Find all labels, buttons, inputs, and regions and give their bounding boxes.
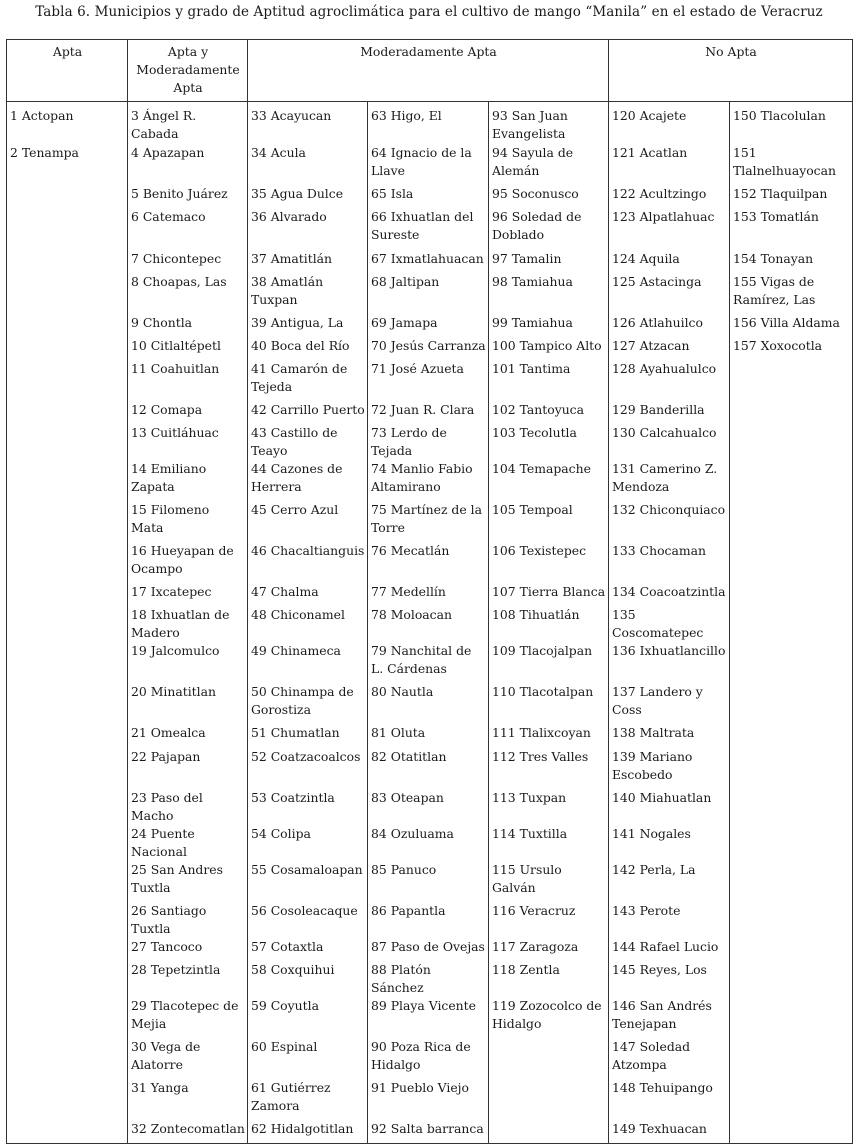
cell-moderada-3: 94 Sayula de Alemán	[489, 144, 609, 185]
cell-moderada-1: 41 Camarón de Tejeda	[248, 360, 368, 401]
table-row	[7, 861, 853, 902]
cell-no-apta-1: 144 Rafael Lucio	[609, 938, 730, 961]
table-row	[7, 102, 853, 144]
table-row	[7, 360, 853, 401]
table-row	[7, 185, 853, 208]
cell-no-apta-1: 122 Acultzingo	[609, 185, 730, 208]
cell-moderada-3: 117 Zaragoza	[489, 938, 609, 961]
cell-no-apta-1: 137 Landero y Coss	[609, 683, 730, 724]
cell-apta	[7, 789, 128, 825]
cell-no-apta-2: 151 Tlalnelhuayocan	[730, 144, 853, 185]
cell-moderada-1: 38 Amatlán Tuxpan	[248, 273, 368, 314]
header-no-apta: No Apta	[609, 40, 853, 102]
cell-moderada-1: 37 Amatitlán	[248, 250, 368, 273]
cell-no-apta-1: 135 Coscomatepec	[609, 606, 730, 642]
cell-moderada-3: 114 Tuxtilla	[489, 825, 609, 861]
cell-moderada-3: 107 Tierra Blanca	[489, 583, 609, 606]
cell-no-apta-1: 120 Acajete	[609, 102, 730, 144]
table-row	[7, 1120, 853, 1144]
table-caption: Tabla 6. Municipios y grado de Aptitud agroclimática para el cultivo de mango “Manila” en el estado de Veracruz	[35, 4, 823, 20]
cell-apta	[7, 208, 128, 250]
cell-moderada-1: 56 Cosoleacaque	[248, 902, 368, 938]
cell-apta	[7, 401, 128, 424]
cell-moderada-3: 112 Tres Valles	[489, 748, 609, 789]
cell-no-apta-2: 155 Vigas de Ramírez, Las	[730, 273, 853, 314]
cell-no-apta-1: 147 Soledad Atzompa	[609, 1038, 730, 1079]
cell-apta	[7, 360, 128, 401]
cell-moderada-1: 33 Acayucan	[248, 102, 368, 144]
cell-apta-moderada: 20 Minatitlan	[128, 683, 248, 724]
cell-moderada-2: 72 Juan R. Clara	[368, 401, 489, 424]
cell-moderada-3: 98 Tamiahua	[489, 273, 609, 314]
cell-moderada-2: 64 Ignacio de la Llave	[368, 144, 489, 185]
cell-moderada-3: 119 Zozocolco de Hidalgo	[489, 997, 609, 1038]
cell-moderada-3: 103 Tecolutla	[489, 424, 609, 460]
cell-no-apta-1: 130 Calcahualco	[609, 424, 730, 460]
cell-moderada-3: 95 Soconusco	[489, 185, 609, 208]
cell-moderada-1: 59 Coyutla	[248, 997, 368, 1038]
cell-apta	[7, 583, 128, 606]
cell-apta-moderada: 15 Filomeno Mata	[128, 501, 248, 542]
cell-apta	[7, 961, 128, 997]
cell-moderada-3: 99 Tamiahua	[489, 314, 609, 337]
cell-moderada-3: 118 Zentla	[489, 961, 609, 997]
cell-moderada-2: 63 Higo, El	[368, 102, 489, 144]
cell-no-apta-2	[730, 1038, 853, 1079]
cell-apta-moderada: 4 Apazapan	[128, 144, 248, 185]
cell-moderada-3	[489, 1038, 609, 1079]
table-row	[7, 825, 853, 861]
cell-moderada-1: 48 Chiconamel	[248, 606, 368, 642]
table-row	[7, 1079, 853, 1120]
cell-moderada-1: 57 Cotaxtla	[248, 938, 368, 961]
cell-apta	[7, 748, 128, 789]
cell-no-apta-1: 128 Ayahualulco	[609, 360, 730, 401]
cell-no-apta-2: 156 Villa Aldama	[730, 314, 853, 337]
cell-moderada-2: 92 Salta barranca	[368, 1120, 489, 1144]
cell-apta	[7, 902, 128, 938]
table-row	[7, 683, 853, 724]
cell-no-apta-1: 142 Perla, La	[609, 861, 730, 902]
cell-moderada-2: 67 Ixmatlahuacan	[368, 250, 489, 273]
cell-apta-moderada: 25 San Andres Tuxtla	[128, 861, 248, 902]
cell-moderada-3: 101 Tantima	[489, 360, 609, 401]
cell-moderada-2: 79 Nanchital de L. Cárdenas	[368, 642, 489, 683]
cell-moderada-2: 74 Manlio Fabio Altamirano	[368, 460, 489, 501]
cell-apta	[7, 606, 128, 642]
cell-moderada-1: 45 Cerro Azul	[248, 501, 368, 542]
cell-apta-moderada: 32 Zontecomatlan	[128, 1120, 248, 1144]
cell-apta-moderada: 19 Jalcomulco	[128, 642, 248, 683]
cell-no-apta-2	[730, 938, 853, 961]
cell-apta	[7, 825, 128, 861]
cell-moderada-1: 52 Coatzacoalcos	[248, 748, 368, 789]
cell-apta-moderada: 6 Catemaco	[128, 208, 248, 250]
table-row	[7, 938, 853, 961]
cell-moderada-2: 71 José Azueta	[368, 360, 489, 401]
table-row	[7, 902, 853, 938]
table-row	[7, 789, 853, 825]
cell-apta-moderada: 30 Vega de Alatorre	[128, 1038, 248, 1079]
cell-moderada-2: 80 Nautla	[368, 683, 489, 724]
cell-no-apta-2	[730, 642, 853, 683]
cell-no-apta-1: 132 Chiconquiaco	[609, 501, 730, 542]
cell-no-apta-1: 126 Atlahuilco	[609, 314, 730, 337]
cell-apta-moderada: 28 Tepetzintla	[128, 961, 248, 997]
cell-apta-moderada: 5 Benito Juárez	[128, 185, 248, 208]
cell-no-apta-2: 152 Tlaquilpan	[730, 185, 853, 208]
cell-moderada-3: 109 Tlacojalpan	[489, 642, 609, 683]
cell-moderada-3: 104 Temapache	[489, 460, 609, 501]
table-row	[7, 460, 853, 501]
cell-moderada-2: 90 Poza Rica de Hidalgo	[368, 1038, 489, 1079]
table-row	[7, 724, 853, 748]
cell-no-apta-1: 121 Acatlan	[609, 144, 730, 185]
cell-moderada-3: 97 Tamalin	[489, 250, 609, 273]
cell-no-apta-2	[730, 825, 853, 861]
cell-apta-moderada: 14 Emiliano Zapata	[128, 460, 248, 501]
cell-moderada-3: 96 Soledad de Doblado	[489, 208, 609, 250]
cell-no-apta-2	[730, 460, 853, 501]
table-row	[7, 583, 853, 606]
header-apta-moderada: Apta y Moderadamente Apta	[128, 40, 248, 102]
cell-apta-moderada: 18 Ixhuatlan de Madero	[128, 606, 248, 642]
cell-apta	[7, 273, 128, 314]
cell-apta	[7, 1038, 128, 1079]
cell-no-apta-1: 138 Maltrata	[609, 724, 730, 748]
cell-no-apta-2	[730, 902, 853, 938]
cell-moderada-1: 53 Coatzintla	[248, 789, 368, 825]
cell-no-apta-2	[730, 961, 853, 997]
cell-moderada-3: 113 Tuxpan	[489, 789, 609, 825]
cell-apta	[7, 250, 128, 273]
cell-moderada-1: 43 Castillo de Teayo	[248, 424, 368, 460]
cell-no-apta-1: 129 Banderilla	[609, 401, 730, 424]
cell-apta	[7, 501, 128, 542]
table-row	[7, 337, 853, 360]
cell-no-apta-2	[730, 542, 853, 583]
table-row	[7, 273, 853, 314]
header-moderadamente-apta: Moderadamente Apta	[248, 40, 609, 102]
cell-apta-moderada: 16 Hueyapan de Ocampo	[128, 542, 248, 583]
cell-moderada-2: 77 Medellín	[368, 583, 489, 606]
cell-no-apta-2: 154 Tonayan	[730, 250, 853, 273]
cell-moderada-2: 87 Paso de Ovejas	[368, 938, 489, 961]
cell-apta	[7, 724, 128, 748]
cell-moderada-2: 81 Oluta	[368, 724, 489, 748]
table-body	[7, 102, 853, 1144]
cell-no-apta-2	[730, 861, 853, 902]
cell-apta: 2 Tenampa	[7, 144, 128, 185]
cell-moderada-2: 91 Pueblo Viejo	[368, 1079, 489, 1120]
cell-no-apta-1: 139 Mariano Escobedo	[609, 748, 730, 789]
cell-moderada-1: 54 Colipa	[248, 825, 368, 861]
cell-no-apta-2	[730, 748, 853, 789]
cell-no-apta-2	[730, 1120, 853, 1144]
cell-moderada-1: 49 Chinameca	[248, 642, 368, 683]
cell-apta-moderada: 17 Ixcatepec	[128, 583, 248, 606]
cell-moderada-1: 36 Alvarado	[248, 208, 368, 250]
cell-no-apta-2: 157 Xoxocotla	[730, 337, 853, 360]
table-row	[7, 314, 853, 337]
cell-apta-moderada: 10 Citlaltépetl	[128, 337, 248, 360]
table-row	[7, 642, 853, 683]
cell-no-apta-2	[730, 683, 853, 724]
cell-apta	[7, 424, 128, 460]
table-row	[7, 250, 853, 273]
cell-no-apta-2	[730, 501, 853, 542]
table-row	[7, 1038, 853, 1079]
cell-moderada-3: 106 Texistepec	[489, 542, 609, 583]
cell-apta	[7, 683, 128, 724]
cell-apta-moderada: 23 Paso del Macho	[128, 789, 248, 825]
cell-no-apta-1: 131 Camerino Z. Mendoza	[609, 460, 730, 501]
cell-apta-moderada: 9 Chontla	[128, 314, 248, 337]
cell-no-apta-2	[730, 1079, 853, 1120]
cell-moderada-2: 68 Jaltipan	[368, 273, 489, 314]
cell-moderada-3: 111 Tlalixcoyan	[489, 724, 609, 748]
cell-moderada-2: 65 Isla	[368, 185, 489, 208]
cell-no-apta-2	[730, 789, 853, 825]
cell-apta	[7, 938, 128, 961]
cell-no-apta-2	[730, 360, 853, 401]
cell-no-apta-2: 153 Tomatlán	[730, 208, 853, 250]
table-row	[7, 542, 853, 583]
cell-moderada-2: 85 Panuco	[368, 861, 489, 902]
cell-apta	[7, 185, 128, 208]
cell-apta-moderada: 24 Puente Nacional	[128, 825, 248, 861]
municipios-table	[6, 39, 853, 1144]
cell-moderada-2: 82 Otatitlan	[368, 748, 489, 789]
cell-apta	[7, 314, 128, 337]
cell-moderada-3: 110 Tlacotalpan	[489, 683, 609, 724]
cell-apta-moderada: 3 Ángel R. Cabada	[128, 102, 248, 144]
cell-apta-moderada: 12 Comapa	[128, 401, 248, 424]
cell-apta	[7, 997, 128, 1038]
cell-moderada-2: 75 Martínez de la Torre	[368, 501, 489, 542]
cell-moderada-1: 58 Coxquihui	[248, 961, 368, 997]
cell-no-apta-2	[730, 997, 853, 1038]
cell-moderada-1: 62 Hidalgotitlan	[248, 1120, 368, 1144]
cell-moderada-3: 105 Tempoal	[489, 501, 609, 542]
cell-moderada-2: 86 Papantla	[368, 902, 489, 938]
cell-no-apta-1: 140 Miahuatlan	[609, 789, 730, 825]
cell-moderada-2: 89 Playa Vicente	[368, 997, 489, 1038]
cell-moderada-1: 44 Cazones de Herrera	[248, 460, 368, 501]
cell-moderada-2: 76 Mecatlán	[368, 542, 489, 583]
cell-moderada-2: 69 Jamapa	[368, 314, 489, 337]
cell-moderada-3: 102 Tantoyuca	[489, 401, 609, 424]
cell-no-apta-1: 133 Chocaman	[609, 542, 730, 583]
cell-moderada-1: 55 Cosamaloapan	[248, 861, 368, 902]
cell-apta-moderada: 27 Tancoco	[128, 938, 248, 961]
cell-no-apta-1: 127 Atzacan	[609, 337, 730, 360]
table-row	[7, 961, 853, 997]
cell-apta-moderada: 31 Yanga	[128, 1079, 248, 1120]
cell-moderada-1: 34 Acula	[248, 144, 368, 185]
cell-no-apta-2: 150 Tlacolulan	[730, 102, 853, 144]
cell-moderada-1: 42 Carrillo Puerto	[248, 401, 368, 424]
cell-moderada-1: 39 Antigua, La	[248, 314, 368, 337]
cell-moderada-1: 35 Agua Dulce	[248, 185, 368, 208]
table-row	[7, 424, 853, 460]
cell-moderada-3	[489, 1079, 609, 1120]
cell-apta	[7, 460, 128, 501]
cell-no-apta-1: 123 Alpatlahuac	[609, 208, 730, 250]
cell-moderada-3	[489, 1120, 609, 1144]
table-row	[7, 606, 853, 642]
cell-apta	[7, 861, 128, 902]
cell-no-apta-1: 143 Perote	[609, 902, 730, 938]
cell-no-apta-1: 148 Tehuipango	[609, 1079, 730, 1120]
cell-moderada-2: 73 Lerdo de Tejada	[368, 424, 489, 460]
table-row	[7, 997, 853, 1038]
cell-moderada-2: 78 Moloacan	[368, 606, 489, 642]
cell-no-apta-1: 125 Astacinga	[609, 273, 730, 314]
cell-apta-moderada: 22 Pajapan	[128, 748, 248, 789]
cell-no-apta-1: 145 Reyes, Los	[609, 961, 730, 997]
header-apta: Apta	[7, 40, 128, 102]
cell-moderada-1: 61 Gutiérrez Zamora	[248, 1079, 368, 1120]
cell-apta-moderada: 7 Chicontepec	[128, 250, 248, 273]
cell-moderada-3: 100 Tampico Alto	[489, 337, 609, 360]
cell-apta-moderada: 26 Santiago Tuxtla	[128, 902, 248, 938]
cell-apta: 1 Actopan	[7, 102, 128, 144]
cell-moderada-2: 88 Platón Sánchez	[368, 961, 489, 997]
cell-moderada-1: 60 Espinal	[248, 1038, 368, 1079]
cell-moderada-2: 66 Ixhuatlan del Sureste	[368, 208, 489, 250]
cell-no-apta-1: 124 Aquila	[609, 250, 730, 273]
cell-no-apta-2	[730, 724, 853, 748]
cell-no-apta-2	[730, 424, 853, 460]
cell-no-apta-2	[730, 583, 853, 606]
cell-apta-moderada: 29 Tlacotepec de Mejia	[128, 997, 248, 1038]
cell-moderada-3: 93 San Juan Evangelista	[489, 102, 609, 144]
cell-moderada-3: 116 Veracruz	[489, 902, 609, 938]
table-row	[7, 501, 853, 542]
cell-apta	[7, 1120, 128, 1144]
cell-no-apta-1: 141 Nogales	[609, 825, 730, 861]
cell-apta-moderada: 13 Cuitláhuac	[128, 424, 248, 460]
cell-moderada-3: 115 Ursulo Galván	[489, 861, 609, 902]
cell-moderada-1: 50 Chinampa de Gorostiza	[248, 683, 368, 724]
table-row	[7, 144, 853, 185]
cell-moderada-1: 46 Chacaltianguis	[248, 542, 368, 583]
header-row	[7, 40, 853, 102]
cell-moderada-1: 40 Boca del Río	[248, 337, 368, 360]
cell-no-apta-1: 146 San Andrés Tenejapan	[609, 997, 730, 1038]
cell-apta-moderada: 11 Coahuitlan	[128, 360, 248, 401]
cell-apta-moderada: 8 Choapas, Las	[128, 273, 248, 314]
cell-no-apta-2	[730, 401, 853, 424]
cell-apta	[7, 542, 128, 583]
cell-moderada-2: 84 Ozuluama	[368, 825, 489, 861]
cell-apta-moderada: 21 Omealca	[128, 724, 248, 748]
cell-moderada-1: 47 Chalma	[248, 583, 368, 606]
cell-no-apta-1: 134 Coacoatzintla	[609, 583, 730, 606]
table-row	[7, 208, 853, 250]
cell-no-apta-2	[730, 606, 853, 642]
cell-apta	[7, 337, 128, 360]
cell-apta	[7, 1079, 128, 1120]
cell-moderada-3: 108 Tihuatlán	[489, 606, 609, 642]
cell-no-apta-1: 136 Ixhuatlancillo	[609, 642, 730, 683]
cell-moderada-2: 70 Jesús Carranza	[368, 337, 489, 360]
table-row	[7, 748, 853, 789]
cell-no-apta-1: 149 Texhuacan	[609, 1120, 730, 1144]
cell-moderada-2: 83 Oteapan	[368, 789, 489, 825]
table-row	[7, 401, 853, 424]
cell-moderada-1: 51 Chumatlan	[248, 724, 368, 748]
cell-apta	[7, 642, 128, 683]
